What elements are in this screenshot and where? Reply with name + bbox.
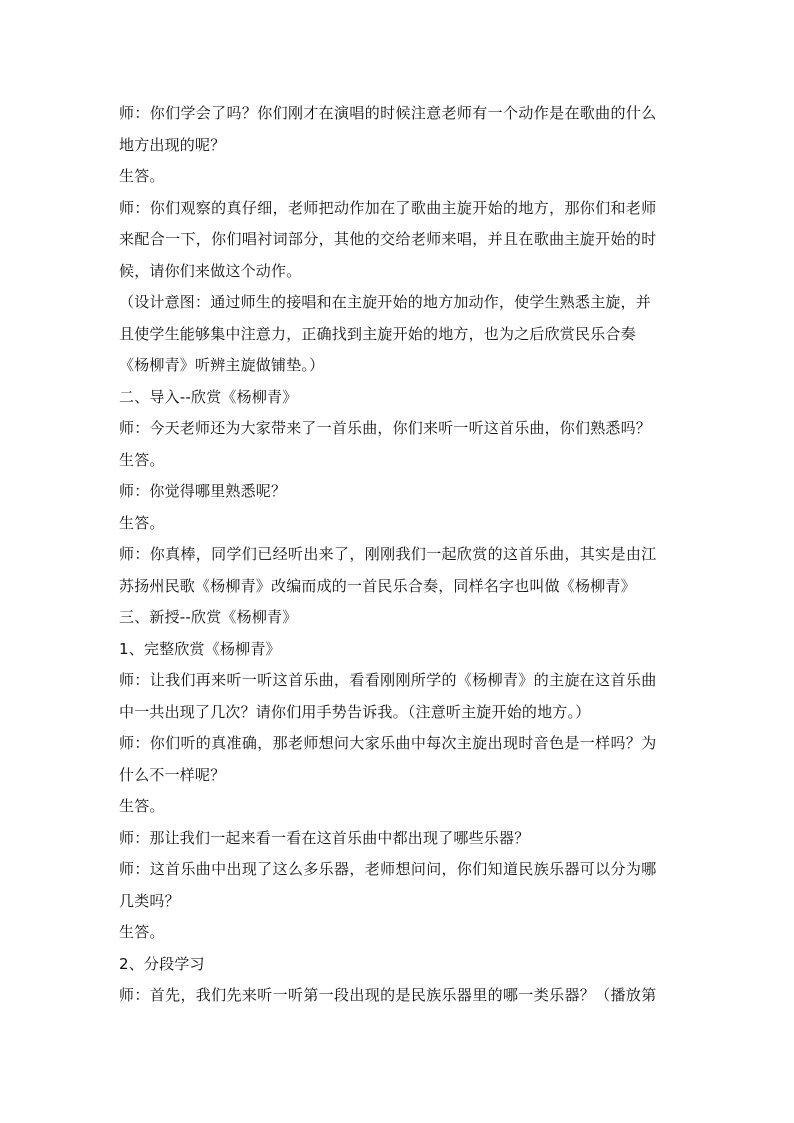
text-line: 来配合一下，你们唱衬词部分，其他的交给老师来唱，并且在歌曲主旋开始的时 xyxy=(119,230,657,248)
text-line: 生答。 xyxy=(119,797,165,815)
text-line: 师：这首乐曲中出现了这么多乐器，老师想问问，你们知道民族乐器可以分为哪 xyxy=(119,860,657,878)
text-line: 中一共出现了几次？请你们用手势告诉我。（注意听主旋开始的地方。） xyxy=(119,702,591,721)
text-line: 生答。 xyxy=(119,513,165,532)
text-line: 且使学生能够集中注意力，正确找到主旋开始的地方，也为之后欣赏民乐合奏 xyxy=(119,324,636,343)
text-line: 师：你们学会了吗？你们刚才在演唱的时候注意老师有一个动作是在歌曲的什么 xyxy=(119,104,657,122)
text-line: 师：你真棒，同学们已经听出来了，刚刚我们一起欣赏的这首乐曲，其实是由江 xyxy=(119,545,657,563)
text-line: 几类吗？ xyxy=(119,891,180,910)
text-line: 苏扬州民歌《杨柳青》改编而成的一首民乐合奏，同样名字也叫做《杨柳青》 xyxy=(119,576,636,595)
text-line: 师：让我们再来听一听这首乐曲，看看刚刚所学的《杨柳青》的主旋在这首乐曲 xyxy=(119,671,657,689)
subsection-heading: 1、完整欣赏《杨柳青》 xyxy=(119,639,281,658)
text-line: 师：今天老师还为大家带来了一首乐曲，你们来听一听这首乐曲，你们熟悉吗？ xyxy=(119,419,652,437)
section-heading: 三、新授--欣赏《杨柳青》 xyxy=(119,608,298,626)
text-line: 生答。 xyxy=(119,923,165,941)
text-line: 《杨柳青》听辨主旋做铺垫。） xyxy=(119,356,325,374)
text-line: 地方出现的呢？ xyxy=(119,135,226,154)
text-line: 师：你觉得哪里熟悉呢？ xyxy=(119,482,287,500)
document-body xyxy=(119,98,679,1012)
subsection-heading: 2、分段学习 xyxy=(119,954,205,973)
text-line: 师：你们观察的真仔细，老师把动作加在了歌曲主旋开始的地方，那你们和老师 xyxy=(119,198,657,217)
text-line: 师：你们听的真准确，那老师想问大家乐曲中每次主旋出现时音色是一样吗？为 xyxy=(119,734,657,752)
text-line: 什么不一样呢？ xyxy=(119,765,226,784)
text-line: 师：那让我们一起来看一看在这首乐曲中都出现了哪些乐器？ xyxy=(119,828,530,847)
text-line: 师：首先，我们先来听一听第一段出现的是民族乐器里的哪一类乐器？（播放第 xyxy=(119,986,657,1004)
text-line: 生答。 xyxy=(119,450,165,469)
text-line: 候，请你们来做这个动作。 xyxy=(119,261,302,280)
text-line: （设计意图：通过师生的接唱和在主旋开始的地方加动作，使学生熟悉主旋，并 xyxy=(119,293,652,311)
section-heading: 二、导入--欣赏《杨柳青》 xyxy=(119,387,298,406)
text-line: 生答。 xyxy=(119,167,165,185)
